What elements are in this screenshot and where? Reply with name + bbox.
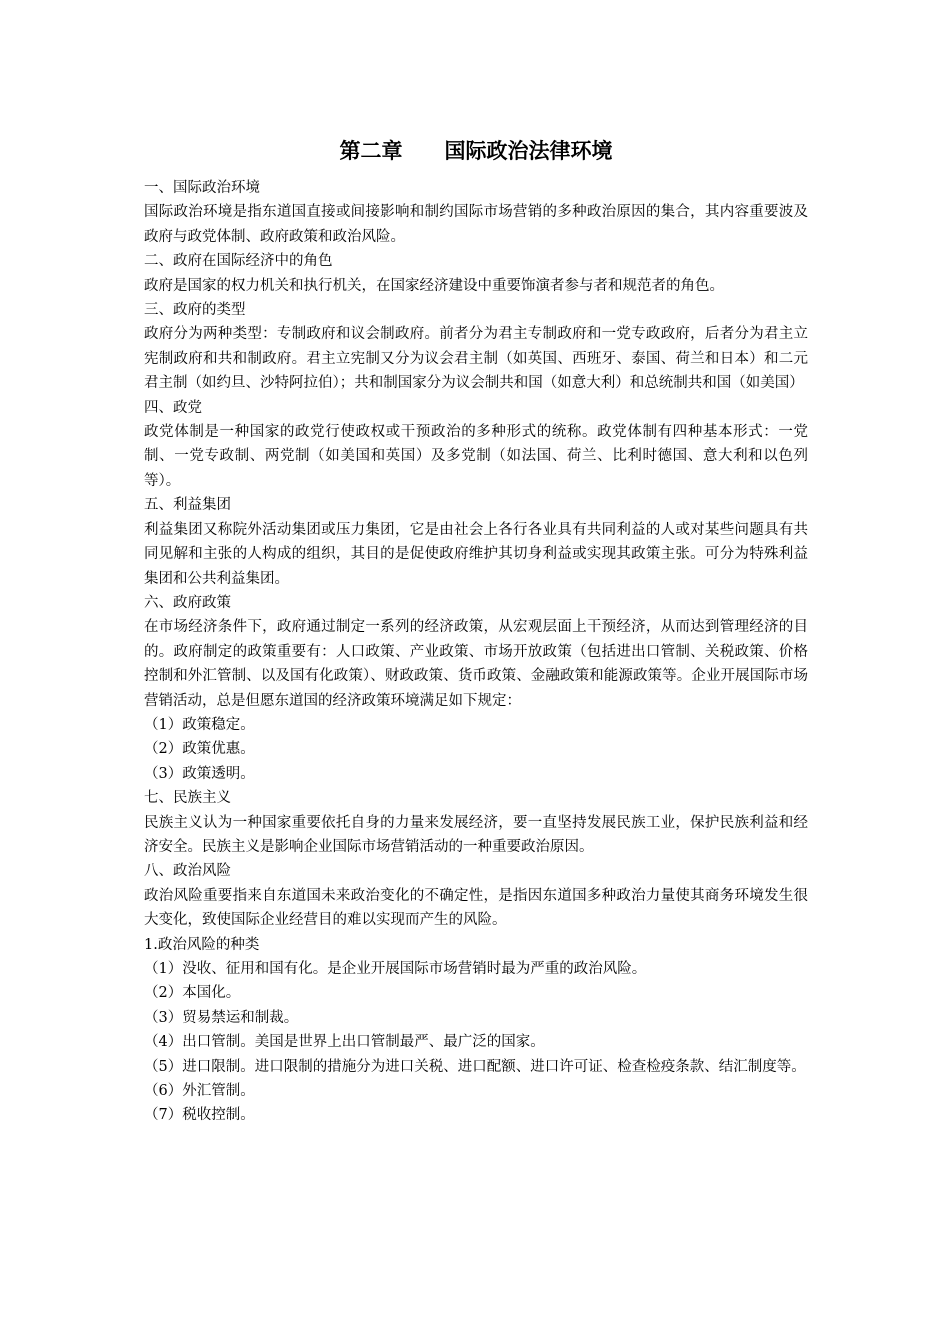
heading-political-parties: 四、政党: [144, 399, 202, 416]
list-item: （4）出口管制。美国是世界上出口管制最严、最广泛的国家。: [144, 1034, 545, 1051]
list-item: （3）政策透明。: [144, 765, 255, 782]
heading-government-policy: 六、政府政策: [144, 594, 231, 611]
heading-political-risk: 八、政治风险: [144, 863, 231, 880]
list-item: （3）贸易禁运和制裁。: [144, 1009, 299, 1026]
paragraph: 民族主义认为一种国家重要依托自身的力量来发展经济，要一直坚持发展民族工业，保护民族利益和经济安全。民族主义是影响企业国际市场营销活动的一种重要政治原因。: [144, 814, 808, 855]
heading-government-role: 二、政府在国际经济中的角色: [144, 253, 333, 270]
heading-interest-groups: 五、利益集团: [144, 497, 231, 514]
document-page: [144, 134, 808, 1128]
list-item: （1）没收、征用和国有化。是企业开展国际市场营销时最为严重的政治风险。: [144, 961, 647, 977]
subheading-risk-types: 1.政治风险的种类: [144, 936, 260, 953]
list-item: （2）本国化。: [144, 985, 241, 1002]
heading-nationalism: 七、民族主义: [144, 790, 231, 807]
list-item: （6）外汇管制。: [144, 1083, 255, 1100]
heading-government-types: 三、政府的类型: [144, 302, 246, 319]
chapter-title: 第二章 国际政治法律环境: [339, 138, 613, 163]
paragraph: 利益集团又称院外活动集团或压力集团，它是由社会上各行各业具有共同利益的人或对某些问题具有共同见解和主张的人构成的组织，其目的是促使政府维护其切身利益或实现其政策主张。可分为特殊利益集团和公共利益集团。: [144, 521, 808, 587]
paragraph: 政党体制是一种国家的政党行使政权或干预政治的多种形式的统称。政党体制有四种基本形式：一党制、一党专政制、两党制（如美国和英国）及多党制（如法国、荷兰、比利时德国、意大利和以色列等）。: [144, 424, 808, 489]
paragraph: 在市场经济条件下，政府通过制定一系列的经济政策，从宏观层面上干预经济，从而达到管理经济的目的。政府制定的政策重要有：人口政策、产业政策、市场开放政策（包括进出口管制、关税政策、价格控制和外汇管制、以及国有化政策）、财政政策、货币政策、金融政策和能源政策等。企业开展国际市场营销活动，总是但愿东道国的经济政策环境满足如下规定：: [144, 619, 808, 709]
list-item: （7）税收控制。: [144, 1107, 255, 1124]
paragraph: 国际政治环境是指东道国直接或间接影响和制约国际市场营销的多种政治原因的集合，其内容重要波及政府与政党体制、政府政策和政治风险。: [144, 204, 808, 245]
document-body: [144, 176, 808, 1128]
paragraph: 政府是国家的权力机关和执行机关，在国家经济建设中重要饰演者参与者和规范者的角色。: [144, 277, 724, 294]
heading-international-political-environment: 一、国际政治环境: [144, 180, 260, 196]
list-item: （2）政策优惠。: [144, 741, 255, 758]
paragraph: 政府分为两种类型：专制政府和议会制政府。前者分为君主专制政府和一党专政政府，后者分为君主立宪制政府和共和制政府。君主立宪制又分为议会君主制（如英国、西班牙、泰国、荷兰和日本）和二元君主制（如约旦、沙特阿拉伯）；共和制国家分为议会制共和国（如意大利）和总统制共和国（如美国）: [144, 326, 808, 392]
paragraph: 政治风险重要指来自东道国未来政治变化的不确定性，是指因东道国多种政治力量使其商务环境发生很大变化，致使国际企业经营目的难以实现而产生的风险。: [144, 887, 808, 929]
list-item: （5）进口限制。进口限制的措施分为进口关税、进口配额、进口许可证、检查检疫条款、结汇制度等。: [144, 1058, 806, 1075]
list-item: （1）政策稳定。: [144, 716, 255, 733]
